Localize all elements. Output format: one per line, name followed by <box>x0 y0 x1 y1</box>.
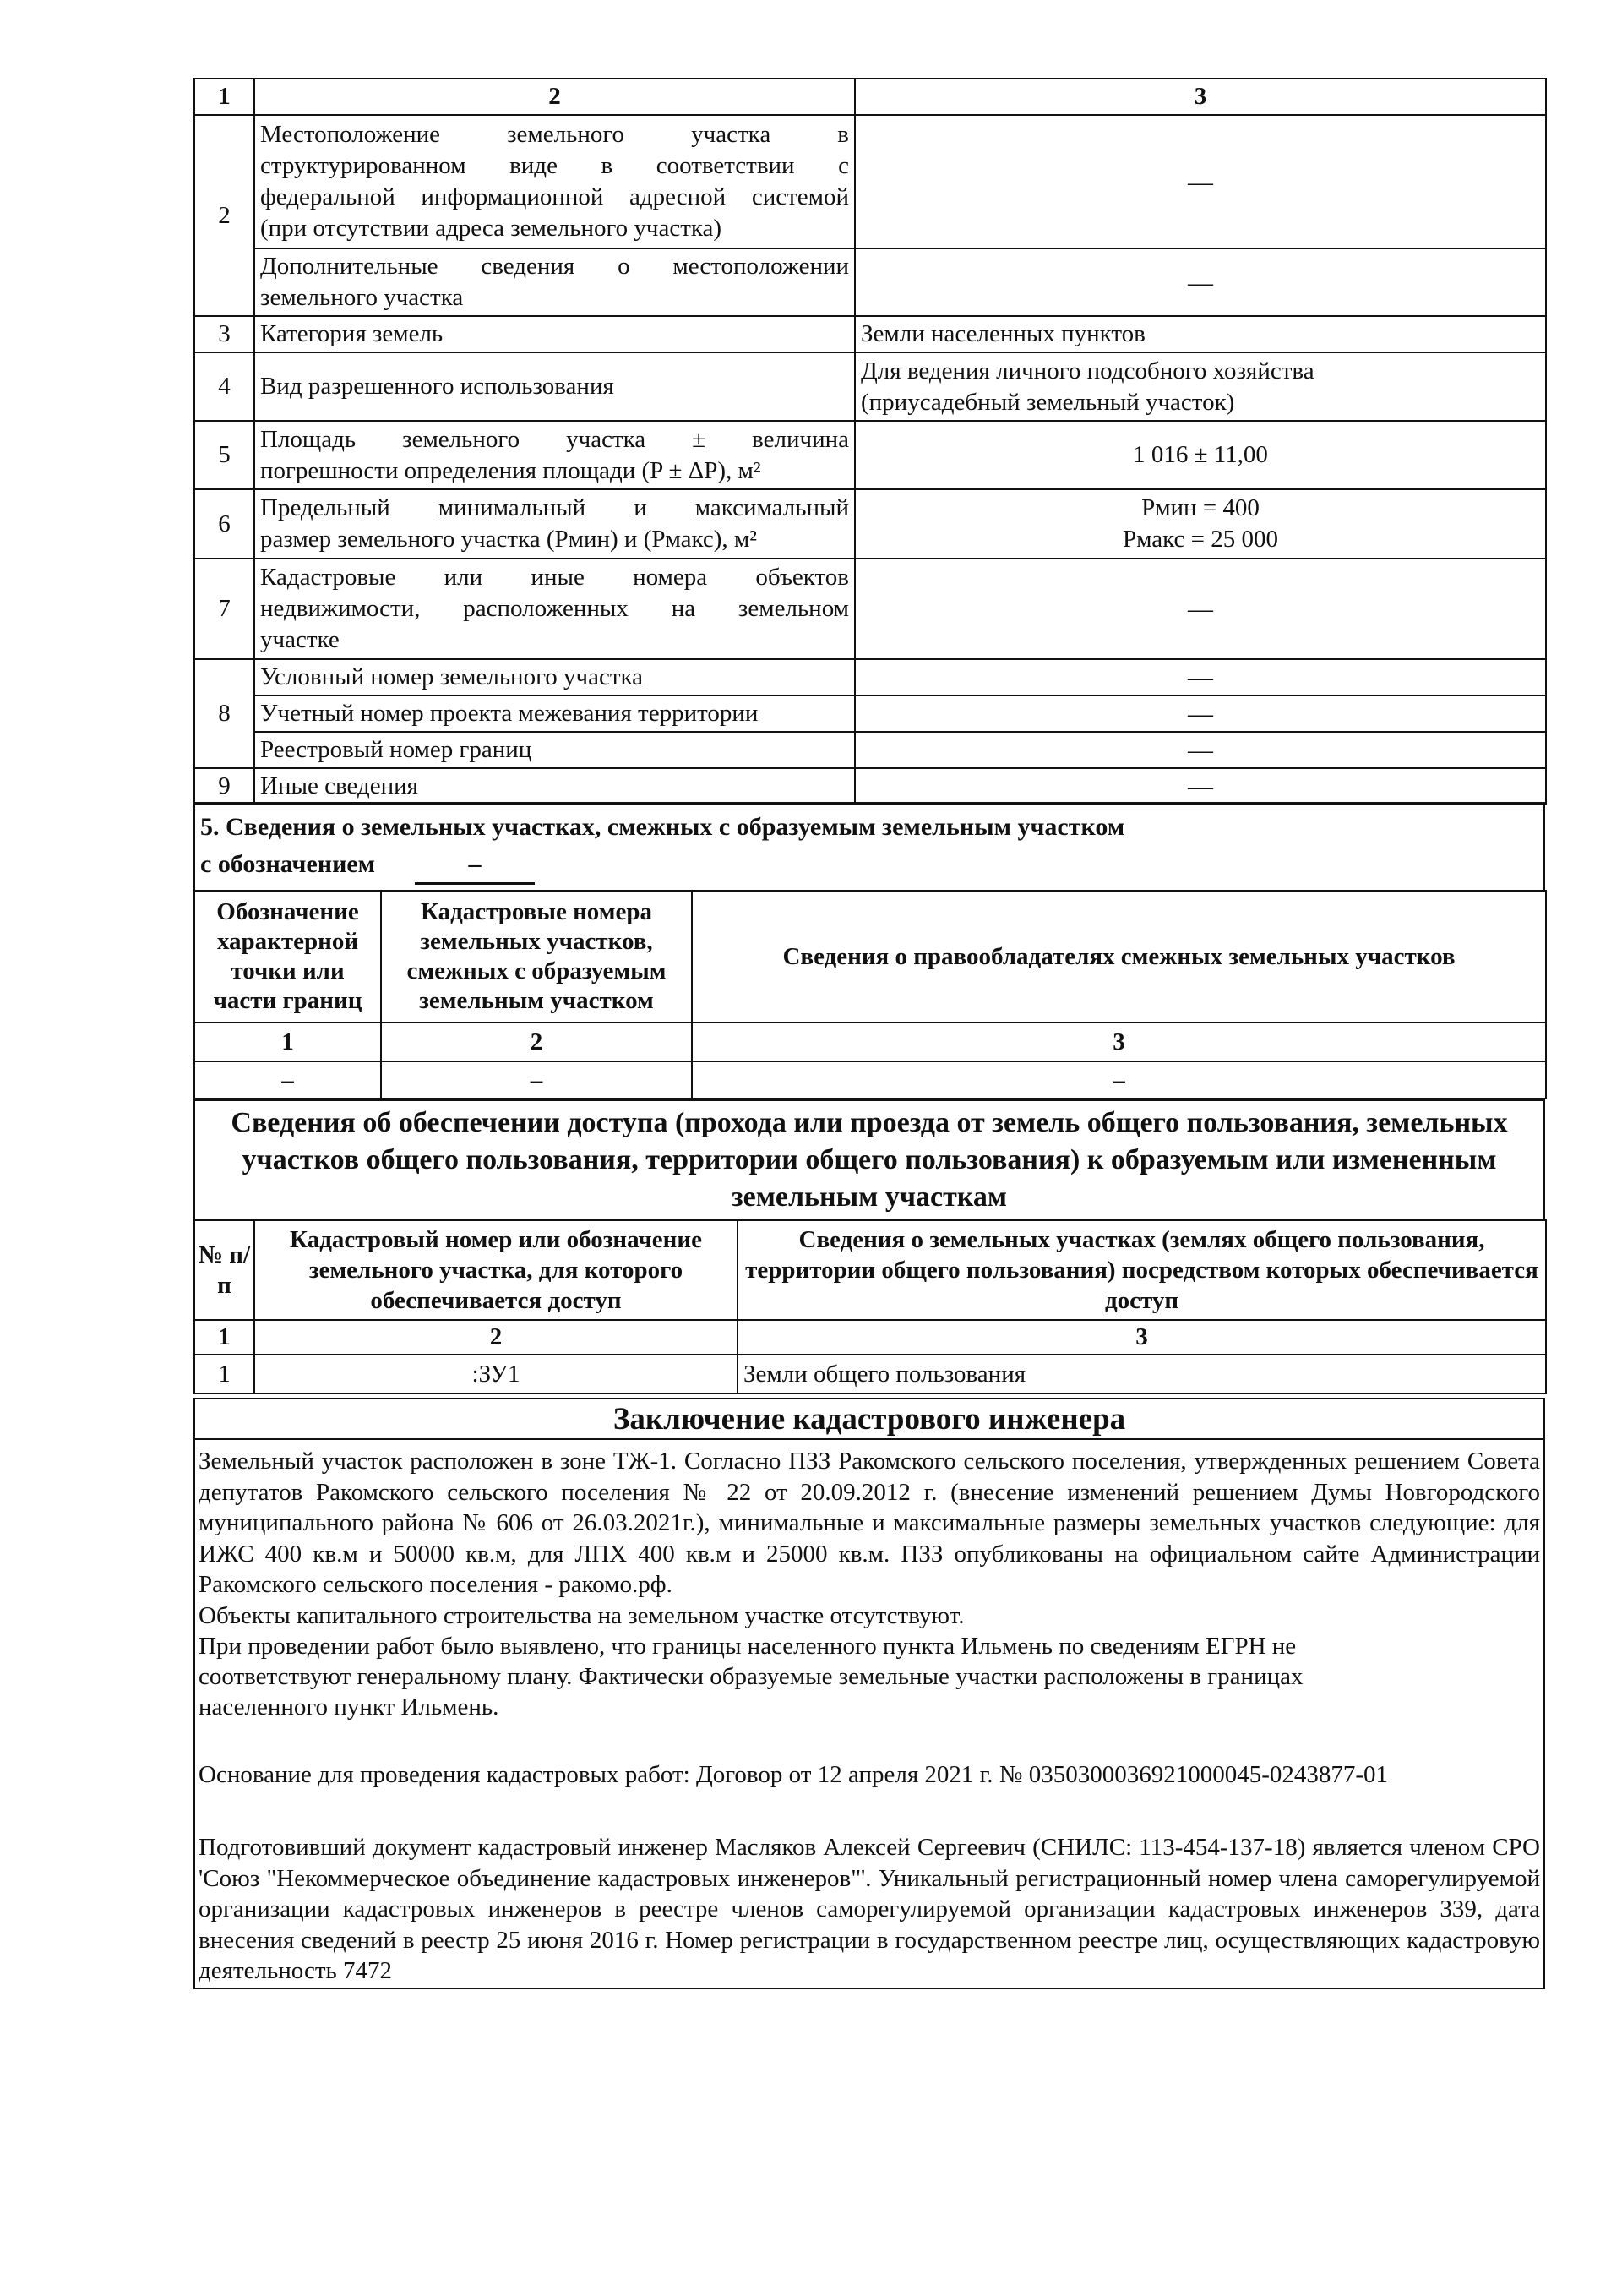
table-row <box>194 768 1546 804</box>
row-label-additional-location: Дополнительные сведения о местоположении земельного участка <box>254 248 855 316</box>
land-plot-info-table <box>193 78 1547 805</box>
row-label-registry-boundary-number: Реестровый номер границ <box>254 732 855 768</box>
col-header-access-plots-info: Сведения о земельных участках (землях общего пользования, территории общего пользования) посредством которых обеспечивается доступ <box>738 1220 1546 1320</box>
section5-title: 5. Сведения о земельных участках, смежных с образуемым земельным участком <box>200 813 1125 841</box>
cell-row-number: 1 <box>194 1355 254 1393</box>
adjacent-plots-table <box>193 890 1547 1099</box>
row-number: 9 <box>194 768 254 804</box>
row-label-conditional-number: Условный номер земельного участка <box>254 659 855 695</box>
row-label-cadastral-objects: Кадастровые или иные номера объектов недвижимости, расположенных на земельном участке <box>254 559 855 659</box>
table-row <box>194 1061 1546 1099</box>
row-number: 3 <box>194 316 254 352</box>
access-title-box <box>193 1099 1545 1221</box>
table-row <box>194 352 1546 421</box>
section5-title-box <box>193 802 1545 892</box>
designation-underline <box>415 882 535 885</box>
row-label-land-category: Категория земель <box>254 316 855 352</box>
table-row <box>194 659 1546 695</box>
col-number-2: 2 <box>381 1023 692 1061</box>
col-number-3: 3 <box>692 1023 1546 1061</box>
table-row <box>194 421 1546 489</box>
row-value-size-limits: Pмин = 400 Pмакс = 25 000 <box>855 489 1546 559</box>
row-value: — <box>855 115 1546 248</box>
col-number-3: 3 <box>855 79 1546 115</box>
table-row <box>194 489 1546 559</box>
conclusion-boundaries-line3: населенного пункт Ильмень. <box>199 1693 499 1721</box>
table-row <box>194 115 1546 248</box>
row-label-survey-project-number: Учетный номер проекта межевания территории <box>254 695 855 732</box>
table-row <box>194 248 1546 316</box>
table-row <box>194 695 1546 732</box>
col-number-3: 3 <box>738 1320 1546 1355</box>
col-header-point-designation: Обозначение характерной точки или части границ <box>194 891 381 1023</box>
col-header-rights-holders: Сведения о правообладателях смежных земельных участков <box>692 891 1546 1023</box>
section5-designation-value: – <box>468 850 482 878</box>
row-value-land-category: Земли населенных пунктов <box>855 316 1546 352</box>
cell-plot-designation: :ЗУ1 <box>254 1355 738 1393</box>
col-number-1: 1 <box>194 79 254 115</box>
col-number-2: 2 <box>254 1320 738 1355</box>
row-number: 4 <box>194 352 254 421</box>
row-number: 8 <box>194 659 254 768</box>
row-number: 7 <box>194 559 254 659</box>
row-label-size-limits: Предельный минимальный и максимальный размер земельного участка (Pмин) и (Pмакс), м² <box>254 489 855 559</box>
row-label-area: Площадь земельного участка ± величина погрешности определения площади (P ± ΔP), м² <box>254 421 855 489</box>
table-header-row <box>194 79 1546 115</box>
row-value-area: 1 016 ± 11,00 <box>855 421 1546 489</box>
row-value: — <box>855 768 1546 804</box>
row-number: 6 <box>194 489 254 559</box>
cell-adjacent-cadastral-number: – <box>381 1061 692 1099</box>
col-header-adjacent-cadastral-numbers: Кадастровые номера земельных участков, смежных с образуемым земельным участком <box>381 891 692 1023</box>
conclusion-boundaries-line1: При проведении работ было выявлено, что границы населенного пункта Ильмень по сведениям ЕГРН не <box>199 1633 1297 1660</box>
row-value: — <box>855 695 1546 732</box>
row-value: — <box>855 248 1546 316</box>
conclusion-boundaries-line2: соответствуют генеральному плану. Фактически образуемые земельные участки расположены в границах <box>199 1663 1304 1690</box>
conclusion-zoning-paragraph: Земельный участок расположен в зоне ТЖ-1. Согласно ПЗЗ Ракомского сельского поселения, утвержденных решением Совета депутатов Ракомского сельского поселения № 22 от 20.09.2012 г. (внесение изменений решением Думы Новгородского муниципального района № 606 от 26.03.2021г.), минимальные и максимальные размеры земельных участков следующие: для ИЖС 400 кв.м и 50000 кв.м, для ЛПХ 400 кв.м и 25000 кв.м. ПЗЗ опубликованы на официальном сайте Администрации Ракомского сельского поселения - ракомо.рф. <box>199 1448 1540 1598</box>
section5-designation-label: с обозначением <box>200 850 376 878</box>
table-row <box>194 316 1546 352</box>
cell-access-via: Земли общего пользования <box>738 1355 1546 1393</box>
table-header-row <box>194 1220 1546 1320</box>
conclusion-no-buildings: Объекты капитального строительства на земельном участке отсутствуют. <box>199 1602 965 1629</box>
conclusion-contract-basis: Основание для проведения кадастровых работ: Договор от 12 апреля 2021 г. № 0350300036921000045-0243877-01 <box>199 1761 1389 1788</box>
col-header-plot-cadastral-number: Кадастровый номер или обозначение земельного участка, для которого обеспечивается доступ <box>254 1220 738 1320</box>
cell-rights-holder: – <box>692 1061 1546 1099</box>
table-row <box>194 1355 1546 1393</box>
col-number-1: 1 <box>194 1023 381 1061</box>
col-header-row-number: № п/п <box>194 1220 254 1320</box>
conclusion-body-box <box>193 1438 1545 1989</box>
row-value: — <box>855 559 1546 659</box>
row-label-location-fias: Местоположение земельного участка в структурированном виде в соответствии с федеральной информационной адресной системой (при отсутствии адреса земельного участка) <box>254 115 855 248</box>
col-number-2: 2 <box>254 79 855 115</box>
row-label-permitted-use: Вид разрешенного использования <box>254 352 855 421</box>
conclusion-title-box <box>193 1398 1545 1440</box>
col-number-1: 1 <box>194 1320 254 1355</box>
row-number: 2 <box>194 115 254 316</box>
table-row <box>194 559 1546 659</box>
conclusion-engineer-info: Подготовивший документ кадастровый инженер Масляков Алексей Сергеевич (СНИЛС: 113-454-137-18) является членом СРО 'Союз "Некоммерческое объединение кадастровых инженеров"'. Уникальный регистрационный номер члена саморегулируемой организации кадастровых инженеров в реестре членов саморегулируемой организации кадастровых инженеров 339, дата внесения сведений в реестр 25 июня 2016 г. Номер регистрации в государственном реестре лиц, осуществляющих кадастровую деятельность 7472 <box>199 1834 1540 1984</box>
conclusion-title: Заключение кадастрового инженера <box>612 1402 1126 1437</box>
table-header-row <box>194 891 1546 1023</box>
access-table <box>193 1219 1547 1394</box>
row-label-other-info: Иные сведения <box>254 768 855 804</box>
cell-point-designation: – <box>194 1061 381 1099</box>
row-value: — <box>855 659 1546 695</box>
row-value-permitted-use: Для ведения личного подсобного хозяйства (приусадебный земельный участок) <box>855 352 1546 421</box>
row-value: — <box>855 732 1546 768</box>
table-number-row <box>194 1320 1546 1355</box>
table-number-row <box>194 1023 1546 1061</box>
row-number: 5 <box>194 421 254 489</box>
table-row <box>194 732 1546 768</box>
access-title: Сведения об обеспечении доступа (прохода или проезда от земель общего пользования, земельных участков общего пользования, территории общего пользования) к образуемым или измененным земельным участкам <box>231 1107 1508 1213</box>
